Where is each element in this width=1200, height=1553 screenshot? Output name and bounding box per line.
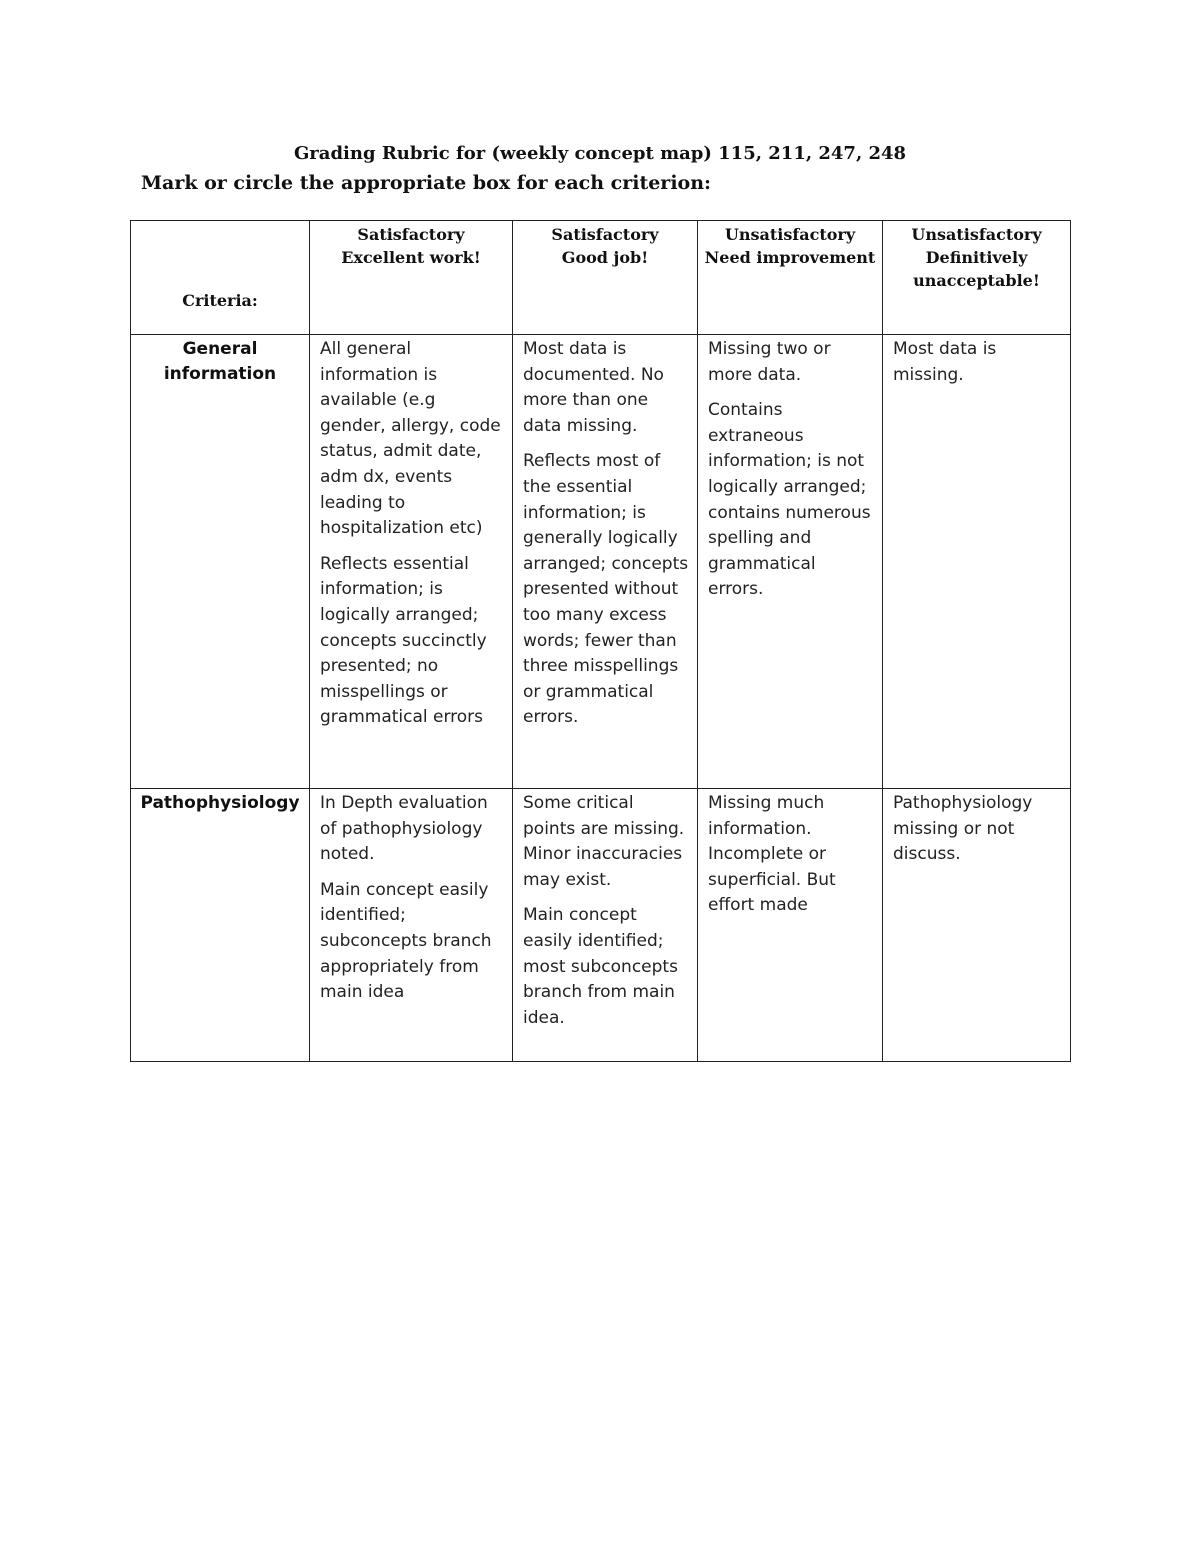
rubric-row-pathophysiology	[131, 789, 1071, 1062]
rubric-table	[130, 220, 1071, 1062]
criterion-label: General	[182, 339, 258, 359]
cell-paragraph: Missing much information. Incomplete or superficial. But effort made	[708, 793, 836, 916]
header-satisfactory-good	[513, 221, 698, 335]
cell-paragraph: Pathophysiology missing or not discuss.	[893, 793, 1033, 865]
header-line: Need improvement	[704, 248, 876, 267]
document-title: Grading Rubric for (weekly concept map) 115, 211, 247, 248	[293, 143, 907, 164]
cell-paragraph: Most data is missing.	[893, 339, 997, 385]
header-unsatisfactory-unacceptable	[883, 221, 1071, 335]
rubric-row-general-information	[131, 335, 1071, 789]
rubric-cell	[883, 335, 1071, 789]
header-unsatisfactory-improvement	[698, 221, 883, 335]
header-line: Unsatisfactory	[724, 225, 856, 244]
header-satisfactory-excellent	[310, 221, 513, 335]
header-line: unacceptable!	[913, 271, 1040, 290]
cell-paragraph: Missing two or more data.	[708, 339, 831, 385]
cell-paragraph: Main concept easily identified; most subconcepts branch from main idea.	[523, 905, 678, 1028]
cell-paragraph: All general information is available (e.g gender, allergy, code status, admit date, adm dx, events leading to hospitalization etc)	[320, 339, 501, 539]
header-line: Definitively	[925, 248, 1028, 267]
rubric-cell	[310, 335, 513, 789]
header-line: Excellent work!	[341, 248, 481, 267]
header-line: Good job!	[561, 248, 649, 267]
criterion-cell	[131, 789, 310, 1062]
rubric-cell	[698, 335, 883, 789]
cell-paragraph: Most data is documented. No more than one data missing.	[523, 339, 664, 436]
criterion-cell	[131, 335, 310, 789]
header-line: Criteria:	[182, 291, 258, 310]
cell-paragraph: Reflects essential information; is logically arranged; concepts succinctly presented; no misspellings or grammatical errors	[320, 553, 487, 728]
header-line: Satisfactory	[357, 225, 465, 244]
rubric-cell	[513, 789, 698, 1062]
header-line: Unsatisfactory	[911, 225, 1042, 244]
cell-paragraph: Some critical points are missing. Minor inaccuracies may exist.	[523, 793, 685, 890]
cell-paragraph: In Depth evaluation of pathophysiology noted.	[320, 793, 488, 865]
cell-paragraph: Reflects most of the essential information; is generally logically arranged; concepts presented without too many excess words; fewer than three misspellings or grammatical errors.	[523, 451, 689, 728]
criterion-label: Pathophysiology	[140, 793, 300, 813]
rubric-cell	[513, 335, 698, 789]
header-criteria	[131, 221, 310, 335]
cell-paragraph: Contains extraneous information; is not logically arranged; contains numerous spelling and grammatical errors.	[708, 400, 871, 600]
rubric-cell	[698, 789, 883, 1062]
cell-paragraph: Main concept easily identified; subconcepts branch appropriately from main idea	[320, 879, 492, 1003]
criterion-label: information	[163, 364, 277, 384]
document-instruction: Mark or circle the appropriate box for each criterion:	[141, 172, 712, 194]
header-line: Satisfactory	[551, 225, 659, 244]
rubric-cell	[883, 789, 1071, 1062]
rubric-header-row	[131, 221, 1071, 335]
rubric-cell	[310, 789, 513, 1062]
